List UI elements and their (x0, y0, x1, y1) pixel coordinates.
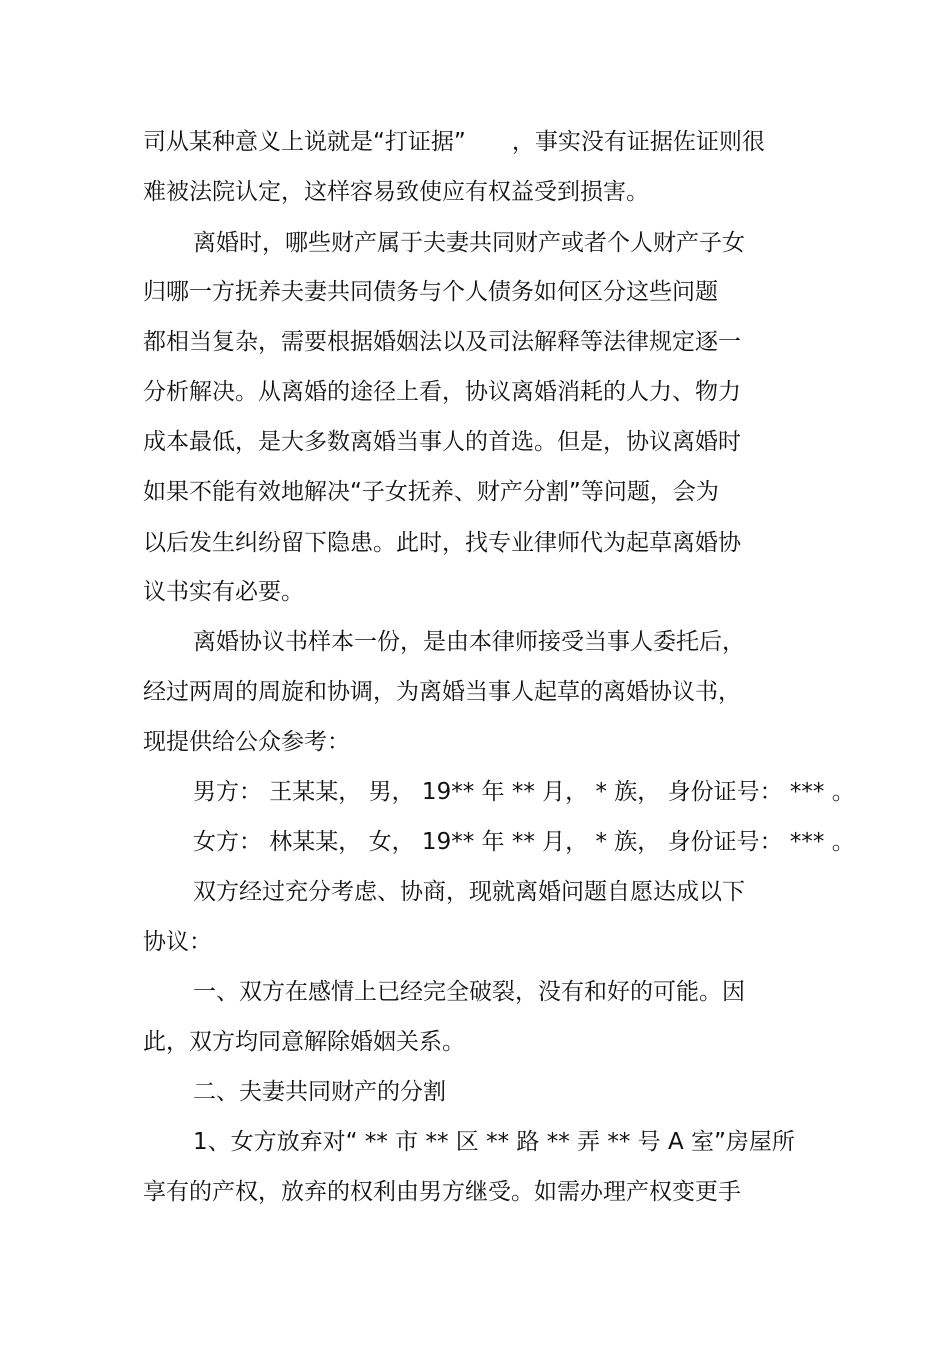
text-line-2: 难被法院认定，这样容易致使应有权益受到损害。 (143, 179, 649, 205)
text-line-16: 双方经过充分考虑、协商，现就离婚问题自愿达成以下 (193, 879, 745, 905)
text-line-19: 此，双方均同意解除婚姻关系。 (143, 1029, 465, 1055)
text-line-10: 议书实有必要。 (143, 579, 304, 605)
text-line-4: 归哪一方抚养夫妻共同债务与个人债务如何区分这些问题 (143, 279, 718, 305)
text-line-21: 1、女方放弃对“ ** 市 ** 区 ** 路 ** 弄 ** 号 A 室”房屋所 (193, 1129, 795, 1155)
text-line-14: 男方： 王某某， 男， 19** 年 ** 月， * 族， 身份证号： *** 。 (193, 779, 855, 805)
text-line-6: 分析解决。从离婚的途径上看，协议离婚消耗的人力、物力 (143, 379, 741, 405)
text-line-20: 二、夫妻共同财产的分割 (193, 1079, 446, 1105)
text-line-13: 现提供给公众参考： (143, 729, 350, 755)
text-line-3: 离婚时，哪些财产属于夫妻共同财产或者个人财产子女 (193, 230, 745, 256)
text-line-11: 离婚协议书样本一份，是由本律师接受当事人委托后， (193, 629, 745, 655)
text-line-15: 女方： 林某某， 女， 19** 年 ** 月， * 族， 身份证号： *** 。 (193, 829, 855, 855)
text-line-5: 都相当复杂，需要根据婚姻法以及司法解释等法律规定逐一 (143, 329, 741, 355)
text-line-8: 如果不能有效地解决“子女抚养、财产分割”等问题，会为 (143, 479, 719, 505)
text-line-18: 一、双方在感情上已经完全破裂，没有和好的可能。因 (193, 979, 745, 1005)
text-line-22: 享有的产权，放弃的权利由男方继受。如需办理产权变更手 (143, 1179, 741, 1205)
text-line-17: 协议： (143, 929, 212, 955)
text-line-1: 司从某种意义上说就是“打证据” ，事实没有证据佐证则很 (143, 129, 765, 155)
text-line-9: 以后发生纠纷留下隐患。此时，找专业律师代为起草离婚协 (143, 530, 741, 556)
text-line-12: 经过两周的周旋和协调，为离婚当事人起草的离婚协议书， (143, 679, 741, 705)
text-line-7: 成本最低，是大多数离婚当事人的首选。但是，协议离婚时 (143, 429, 741, 455)
